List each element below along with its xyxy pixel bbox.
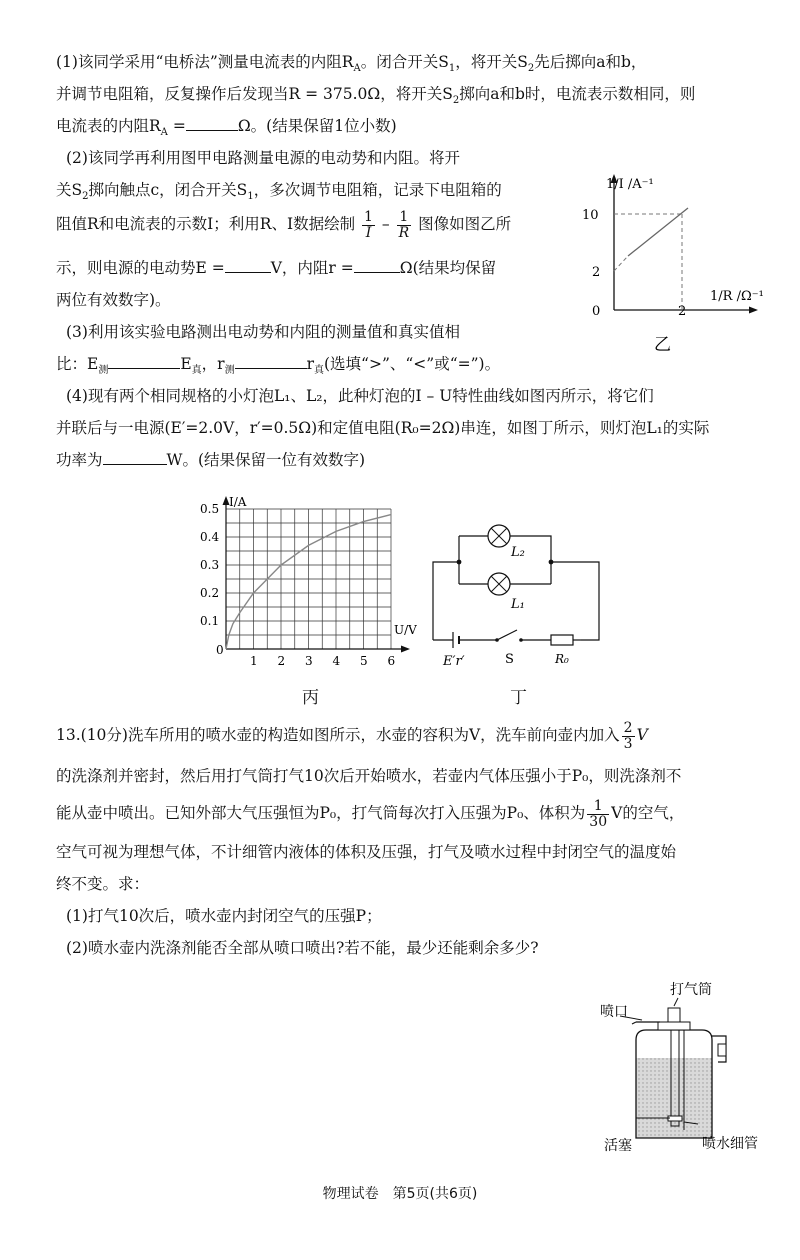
q13-line4: 空气可视为理想气体，不计细管内液体的体积及压强，打气及喷水过程中封闭空气的温度始 [56,843,677,861]
q12-p2-line1: (2)该同学再利用图甲电路测量电源的电动势和内阻。将开 [66,149,460,167]
q12-p1-line1: (1)该同学采用“电桥法”测量电流表的内阻$R_A$。闭合开关$S_1$，将开关$S_2$先后掷向a和b， [56,53,647,75]
q13-line5: 终不变。求： [56,875,150,893]
label-source: E′r′ [443,654,465,669]
graph-yi-xlabel: 1/R /Ω⁻¹ [710,289,764,304]
q12-p2-line3: 阻值R和电流表的示数I；利用R、I数据绘制 $\frac{1}{I}$ – $\frac{1}{R}$ 图像如图乙所 [56,208,512,241]
y-tick-label: 0.1 [200,614,220,628]
label-nozzle: 喷口 [600,1004,628,1020]
label-pump: 打气筒 [670,982,712,998]
x-tick-label: 3 [305,654,313,668]
graph-yi-origin: 0 [592,304,601,319]
circuit-ding [425,520,610,680]
q12-p1-line2: 并调节电阻箱，反复操作后发现当R = 375.0Ω，将开关$S_2$掷向a和b时，电流表示数相同，则 [56,85,696,107]
graph-yi-ylabel: 1/I /A⁻¹ [606,177,654,192]
q13-line1: 13.(10分)洗车所用的喷水壶的构造如图所示，水壶的容积为V，洗车前向壶内加入 $\frac{2}{3}$ V [56,719,648,752]
x-tick-label: 5 [360,654,368,668]
q12-p4-line2: 并联后与一电源(E′=2.0V，r′=0.5Ω)和定值电阻(R₀=2Ω)串连，如图丁所示，则灯泡L₁的实际 [56,419,710,437]
q13-question1: (1)打气10次后，喷水壶内封闭空气的压强P； [66,907,382,925]
graph-yi [572,168,772,358]
x-tick-label: 6 [387,654,396,668]
y-tick-label: 0.3 [200,558,220,572]
label-switch: S [505,652,514,667]
q12-p3-line1: (3)利用该实验电路测出电动势和内阻的测量值和真实值相 [66,323,460,341]
label-tube: 喷水细管 [702,1136,758,1152]
label-resistor: R₀ [555,652,569,666]
y-tick-label: 0.4 [200,530,220,544]
x-tick-label: 4 [332,654,341,668]
q12-p2-line2: 关$S_2$掷向触点c，闭合开关$S_1$，多次调节电阻箱，记录下电阻箱的 [56,181,502,203]
x-tick-label: 1 [250,654,258,668]
chart-xlabel: U/V [394,623,417,637]
q12-p1-line3: 电流表的内阻$R_A = \Omega$。(结果保留1位小数) [56,117,397,139]
q12-p3-line2: 比：$E_测$ $E_真$，$r_测$ $r_真$(选填“>”、“<”或“=”)。 [56,355,501,377]
y-tick-label: 0.2 [200,586,220,600]
lamp-l1-icon [488,573,510,595]
label-piston: 活塞 [604,1138,632,1154]
q13-line3: 能从壶中喷出。已知外部大气压强恒为P₀，打气筒每次打入压强为P₀、体积为 $\frac{1}{30}$ V的空气， [56,797,685,830]
answer-blank-ecompare [108,354,180,369]
q12-p2-line4: 示，则电源的电动势E = V，内阻r = Ω(结果均保留 [56,259,497,277]
sprayer-figure [578,978,788,1170]
answer-blank-ra [186,116,238,131]
graph-yi-tick-10: 10 [582,208,599,223]
label-l1: L₁ [511,597,525,612]
graph-yi-caption: 乙 [654,335,671,355]
chart-bing-caption: 丙 [302,688,319,708]
graph-yi-tick-x2: 2 [678,304,687,319]
label-l2: L₂ [511,545,525,560]
lamp-l2-icon [488,525,510,547]
x-tick-label: 2 [277,654,286,668]
answer-blank-power [103,450,167,465]
x-axis-arrow [401,646,410,653]
answer-blank-rcompare [235,354,307,369]
q12-p2-line5: 两位有效数字)。 [56,291,171,309]
chart-ylabel: I/A [229,495,247,509]
y-tick-label: 0.5 [200,502,220,516]
circuit-ding-caption: 丁 [510,688,527,708]
graph-yi-tick-2: 2 [592,265,601,280]
chart-bing [196,494,417,694]
answer-blank-r [354,258,400,273]
chart-origin: 0 [216,643,224,657]
q13-question2: (2)喷水壶内洗涤剂能否全部从喷口喷出?若不能，最少还能剩余多少? [66,939,539,957]
q13-line2: 的洗涤剂并密封，然后用打气筒打气10次后开始喷水，若壶内气体压强小于P₀，则洗涤剂不 [56,767,682,785]
page-footer: 物理试卷 第5页(共6页) [322,1186,478,1202]
answer-blank-e [225,258,271,273]
q12-p4-line1: (4)现有两个相同规格的小灯泡L₁、L₂，此种灯泡的I – U特性曲线如图丙所示，将它们 [66,387,654,405]
q12-p4-line3: 功率为 W。(结果保留一位有效数字) [56,451,366,469]
